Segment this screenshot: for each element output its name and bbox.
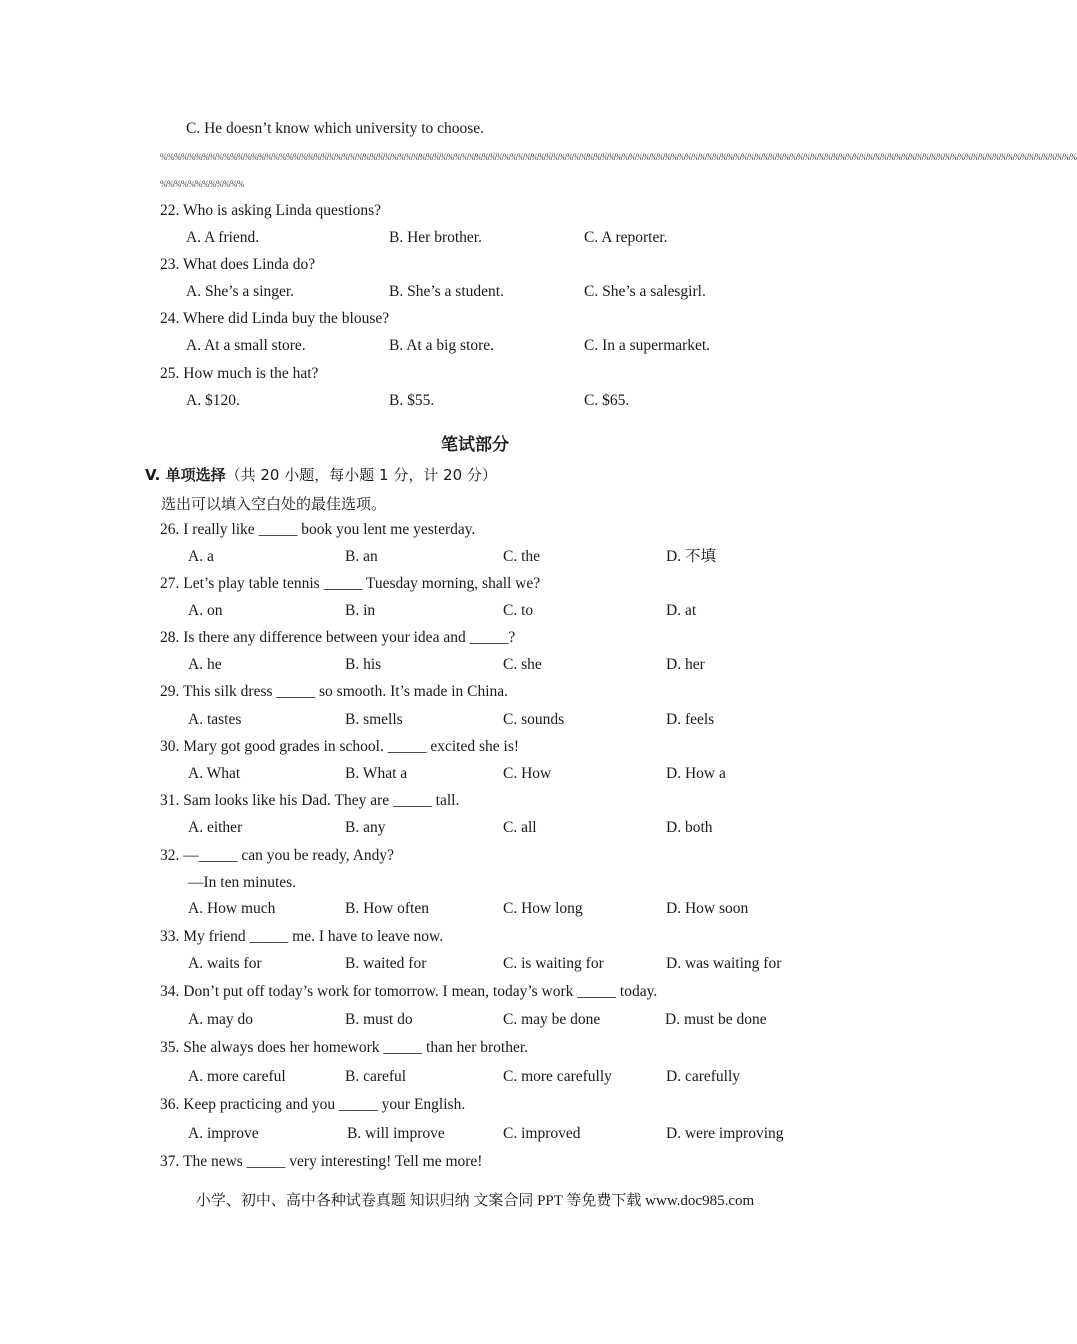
option-b: B. She’s a student. <box>389 283 504 300</box>
option-c: C. is waiting for <box>503 955 604 972</box>
option-d: D. 不填 <box>666 548 716 565</box>
question-32-reply: —In ten minutes. <box>188 874 297 891</box>
question-31: 31. Sam looks like his Dad. They are _____ tall. <box>160 792 460 809</box>
section-title: 笔试部分 <box>441 435 509 455</box>
option-c: C. How <box>503 765 552 782</box>
option-a: A. may do <box>188 1011 254 1028</box>
option-a: A. a <box>188 548 214 565</box>
option-b: B. What a <box>345 765 408 782</box>
option-d: D. were improving <box>666 1125 784 1142</box>
option-a: A. improve <box>188 1125 259 1142</box>
option-a: A. What <box>188 765 241 782</box>
option-c: C. How long <box>503 900 583 917</box>
question-33: 33. My friend _____ me. I have to leave now. <box>160 928 444 945</box>
question-24: 24. Where did Linda buy the blouse? <box>160 310 390 327</box>
option-d: D. How a <box>666 765 726 782</box>
option-text: C. He doesn’t know which university to choose. <box>186 120 485 137</box>
option-a: A. tastes <box>188 711 242 728</box>
option-b: B. his <box>345 656 382 673</box>
option-a: A. on <box>188 602 223 619</box>
question-22: 22. Who is asking Linda questions? <box>160 202 381 219</box>
option-c: C. She’s a salesgirl. <box>584 283 706 300</box>
option-a: A. How much <box>188 900 276 917</box>
question-25: 25. How much is the hat? <box>160 365 319 382</box>
question-26: 26. I really like _____ book you lent me yesterday. <box>160 521 476 538</box>
option-a: A. waits for <box>188 955 262 972</box>
page-footer: 小学、初中、高中各种试卷真题 知识归纳 文案合同 PPT 等免费下载 www.doc985.com <box>195 1193 755 1209</box>
section-heading-note: （共 20 小题，每小题 1 分，计 20 分） <box>225 466 497 484</box>
option-d: D. at <box>666 602 697 619</box>
option-c: C. the <box>503 548 541 565</box>
option-b: B. How often <box>345 900 429 917</box>
option-c: C. to <box>503 602 534 619</box>
option-a: A. She’s a singer. <box>186 283 295 300</box>
option-d: D. feels <box>666 711 715 728</box>
option-a: A. he <box>188 656 222 673</box>
question-36: 36. Keep practicing and you _____ your English. <box>160 1096 466 1113</box>
option-a: A. $120. <box>186 392 240 409</box>
decorative-separator: %%%%%%%%%%%% <box>160 179 244 189</box>
option-c: C. sounds <box>503 711 565 728</box>
option-a: A. either <box>188 819 243 836</box>
option-d: D. was waiting for <box>666 955 782 972</box>
option-b: B. must do <box>345 1011 413 1028</box>
option-d: D. her <box>666 656 705 673</box>
option-b: B. Her brother. <box>389 229 482 246</box>
question-32: 32. —_____ can you be ready, Andy? <box>160 847 395 864</box>
decorative-separator: %%%%%%%%%%%%%%%%%%%%%%%%%%%%%%%%%%%%%%%%%%%%%%%%%%%%%%%%%%%%%%%%%%%%%%%%%%%%%%%%%%%%%%%%%%%%%%%%%%%%%%%%%%%%%%%%%%%%%%%%%%%%%%%%%%% <box>160 152 1077 162</box>
option-b: B. in <box>345 602 376 619</box>
question-35: 35. She always does her homework _____ than her brother. <box>160 1039 529 1056</box>
option-d: D. both <box>666 819 713 836</box>
option-d: D. carefully <box>666 1068 741 1085</box>
question-28: 28. Is there any difference between your idea and _____? <box>160 629 516 646</box>
option-c: C. A reporter. <box>584 229 668 246</box>
question-37: 37. The news _____ very interesting! Tell me more! <box>160 1153 483 1170</box>
option-b: B. $55. <box>389 392 435 409</box>
option-a: A. more careful <box>188 1068 286 1085</box>
option-b: B. smells <box>345 711 403 728</box>
option-b: B. any <box>345 819 386 836</box>
option-d: D. How soon <box>666 900 749 917</box>
question-29: 29. This silk dress _____ so smooth. It’s made in China. <box>160 683 509 700</box>
option-b: B. careful <box>345 1068 407 1085</box>
option-c: C. all <box>503 819 537 836</box>
section-heading-bold: V. 单项选择 <box>145 466 226 484</box>
section-heading <box>145 465 497 486</box>
option-b: B. an <box>345 548 378 565</box>
question-27: 27. Let’s play table tennis _____ Tuesday morning, shall we? <box>160 575 541 592</box>
option-b: B. At a big store. <box>389 337 495 354</box>
option-a: A. At a small store. <box>186 337 306 354</box>
question-34: 34. Don’t put off today’s work for tomorrow. I mean, today’s work _____ today. <box>160 983 658 1000</box>
option-b: B. will improve <box>347 1125 445 1142</box>
option-c: C. $65. <box>584 392 630 409</box>
option-a: A. A friend. <box>186 229 260 246</box>
question-23: 23. What does Linda do? <box>160 256 316 273</box>
option-d: D. must be done <box>665 1011 767 1028</box>
option-b: B. waited for <box>345 955 427 972</box>
section-instruction: 选出可以填入空白处的最佳选项。 <box>161 495 387 513</box>
option-c: C. more carefully <box>503 1068 612 1085</box>
option-c: C. improved <box>503 1125 581 1142</box>
option-c: C. In a supermarket. <box>584 337 711 354</box>
option-c: C. may be done <box>503 1011 601 1028</box>
option-c: C. she <box>503 656 542 673</box>
question-30: 30. Mary got good grades in school. _____ excited she is! <box>160 738 520 755</box>
